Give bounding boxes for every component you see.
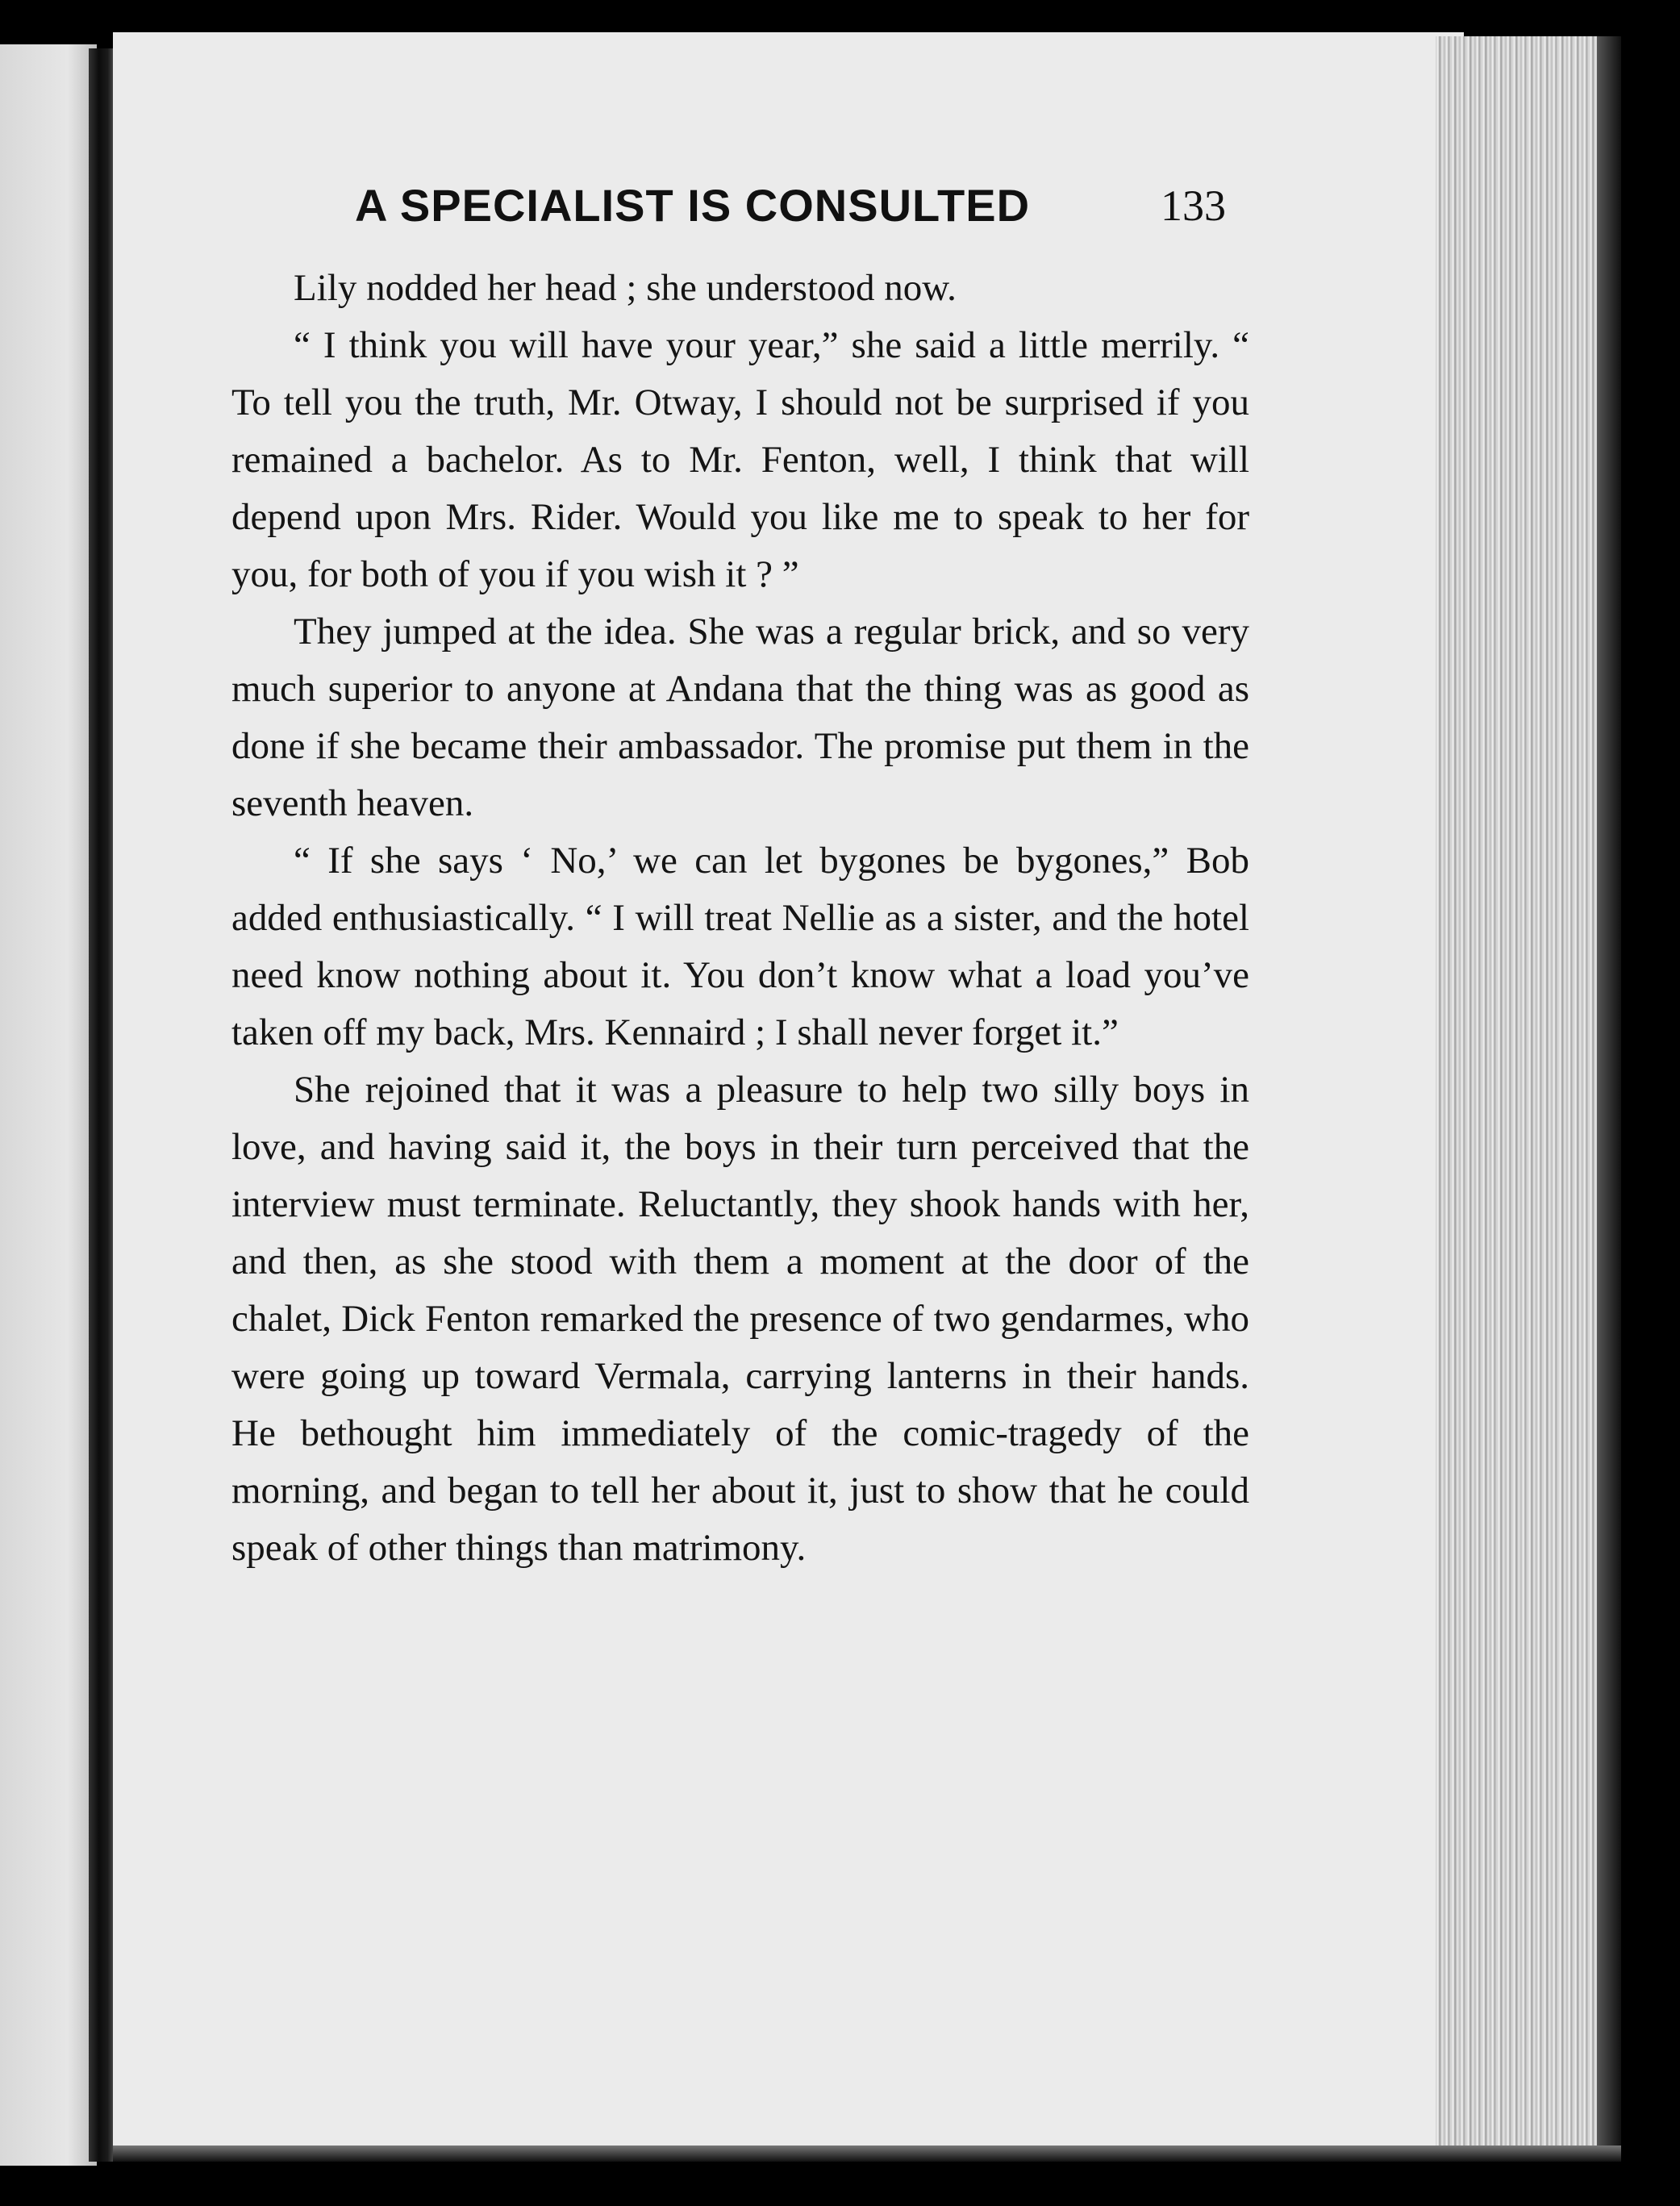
paragraph: “ If she says ‘ No,’ we can let bygones be bygones,” Bob added enthusiastically. “ I will treat Nellie as a sister, and the hotel need know nothing about it. You don’t know what a load you’ve taken off my back, Mrs. Kennaird ; I shall never forget it.” (231, 840, 1249, 1053)
page-number: 133 (1161, 181, 1226, 230)
page-edge-shadow (1597, 36, 1621, 2154)
facing-page-edge (0, 44, 97, 2166)
paragraph: Lily nodded her head ; she understood now. (294, 267, 957, 309)
page-stack-edges (1436, 36, 1609, 2154)
paragraph: They jumped at the idea. She was a regular brick, and so very much superior to anyone at Andana that the thing was as good as done if she became their ambassador. The promise put them in the seventh heaven. (231, 611, 1249, 824)
paragraph: She rejoined that it was a pleasure to help two silly boys in love, and having said it, the boys in their turn perceived that the interview must terminate. Reluctantly, they shook hands with her, and then, as she stood with them a moment at the door of the chalet, Dick Fenton remarked the presence of two gendarmes, who were going up toward Vermala, carrying lanterns in their hands. He bethought him immediately of the comic-tragedy of the morning, and began to tell her about it, just to show that he could speak of other things than matrimony. (231, 1069, 1249, 1569)
page-bottom-shadow (113, 2146, 1621, 2162)
paragraph: “ I think you will have your year,” she said a little merrily. “ To tell you the truth, Mr. Otway, I should not be surprised if you remained a bachelor. As to Mr. Fenton, well, I think that will depend upon Mrs. Rider. Would you like me to speak to her for you, for both of you if you wish it ? ” (231, 324, 1249, 595)
page-header (355, 169, 1226, 242)
running-head: A SPECIALIST IS CONSULTED (355, 180, 1031, 231)
body-text (231, 260, 1249, 1577)
